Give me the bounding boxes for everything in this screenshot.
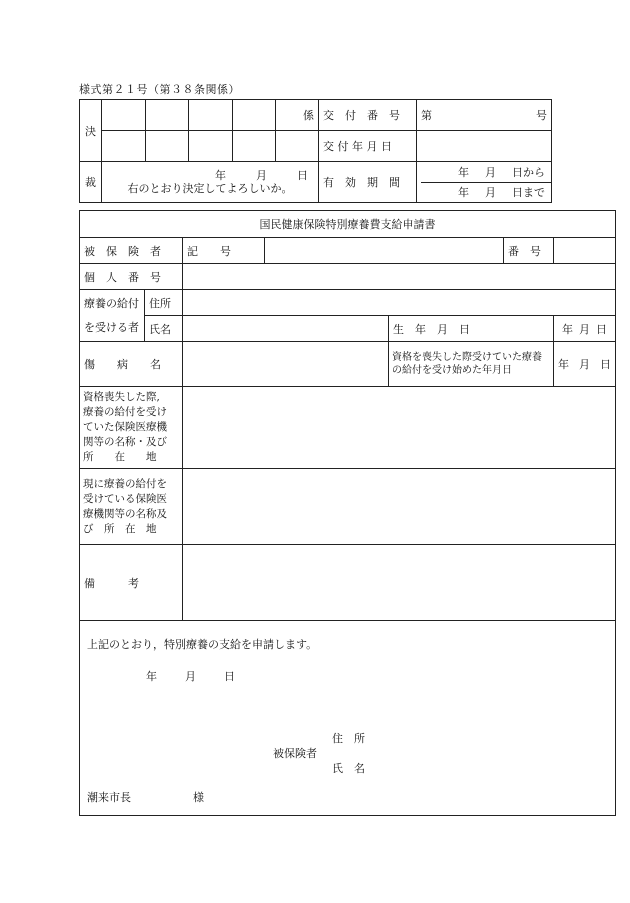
personal-number-field[interactable]: [183, 264, 616, 290]
birth-year: 年: [562, 322, 573, 336]
declaration-text: 上記のとおり，特別療養の支給を申請します。: [87, 638, 318, 651]
from-suffix: 日から: [512, 165, 545, 179]
to-month: 月: [485, 185, 496, 199]
recipient-name-field[interactable]: [183, 316, 389, 342]
kakari-label: 係: [276, 100, 319, 131]
recipient-label: 療養の給付 を受ける者: [80, 290, 145, 342]
stamp-cell-5[interactable]: [276, 131, 319, 162]
go-label: 号: [536, 109, 547, 122]
stamp-cell-3[interactable]: [189, 131, 233, 162]
issue-date-label: 交 付 年 月 日: [319, 131, 417, 162]
application-table: [79, 210, 616, 816]
start-date-field[interactable]: [554, 342, 616, 387]
confirm-month: 月: [256, 169, 267, 182]
remarks-field[interactable]: [183, 545, 616, 621]
disease-label: 傷 病 名: [80, 342, 183, 387]
issue-number-label: 交 付 番 号: [319, 100, 417, 131]
personal-number-label: 個 人 番 号: [80, 264, 183, 290]
start-month: 月: [579, 358, 590, 371]
from-month: 月: [485, 165, 496, 179]
recipient-address-field[interactable]: [183, 290, 616, 316]
approval-confirm[interactable]: [102, 162, 319, 203]
confirm-day: 日: [297, 169, 308, 182]
name-label: 氏名: [145, 316, 183, 342]
confirm-year: 年: [215, 169, 226, 182]
approval-label-top: 決: [80, 100, 102, 162]
previous-institution-label: 資格喪失した際, 療養の給付を受け ていた保険医療機 関等の名称・及び 所 在 地: [80, 387, 183, 469]
birth-date-field[interactable]: [554, 316, 616, 342]
decl-month: 月: [185, 670, 196, 683]
addressee: 潮来市長: [87, 791, 131, 804]
form-number: 様式第２１号（第３８条関係）: [79, 83, 240, 96]
applicant-insured-label: 被保険者: [273, 747, 317, 760]
stamp-cell-2[interactable]: [146, 131, 189, 162]
declaration-date[interactable]: [146, 668, 263, 684]
stamp-box-4[interactable]: [233, 100, 276, 131]
address-label: 住所: [145, 290, 183, 316]
valid-period-label: 有 効 期 間: [319, 162, 417, 203]
start-year: 年: [558, 358, 569, 371]
stamp-cell-4[interactable]: [233, 131, 276, 162]
current-institution-label: 現に療養の給付を 受けている保険医 療機関等の名称及 び 所 在 地: [80, 469, 183, 545]
symbol-field[interactable]: [265, 238, 504, 264]
applicant-name-label: 氏 名: [332, 762, 365, 775]
form-title: 国民健康保険特別療養費支給申請書: [80, 211, 616, 238]
decl-day: 日: [224, 670, 235, 683]
insured-label: 被 保 険 者: [80, 238, 183, 264]
valid-period-field[interactable]: [417, 162, 552, 203]
number-label: 番 号: [504, 238, 554, 264]
birth-label: 生 年 月 日: [389, 316, 554, 342]
confirm-text: 右のとおり決定してよろしいか。: [127, 182, 293, 195]
start-date-note: 資格を喪失した際受けていた療養の給付を受け始めた年月日: [389, 342, 554, 387]
birth-day: 日: [596, 322, 607, 336]
disease-field[interactable]: [183, 342, 389, 387]
issue-number-field[interactable]: [417, 100, 552, 131]
approval-table: [79, 99, 552, 203]
remarks-label: 備 考: [80, 545, 183, 621]
decl-year: 年: [146, 670, 157, 683]
issue-date-field[interactable]: [417, 131, 552, 162]
declaration-section: [80, 621, 616, 816]
stamp-cell-1[interactable]: [102, 131, 146, 162]
stamp-box-1[interactable]: [102, 100, 146, 131]
honorific: 様: [193, 791, 204, 804]
to-suffix: 日まで: [512, 185, 545, 199]
number-field[interactable]: [554, 238, 616, 264]
from-year: 年: [458, 165, 469, 179]
applicant-address-label: 住 所: [332, 732, 365, 745]
current-institution-field[interactable]: [183, 469, 616, 545]
previous-institution-field[interactable]: [183, 387, 616, 469]
symbol-label: 記 号: [183, 238, 265, 264]
period-divider: [421, 182, 551, 183]
stamp-box-2[interactable]: [146, 100, 189, 131]
dai-label: 第: [421, 109, 432, 122]
stamp-box-3[interactable]: [189, 100, 233, 131]
approval-label-bottom: 裁: [80, 162, 102, 203]
start-day: 日: [600, 358, 611, 371]
to-year: 年: [458, 185, 469, 199]
birth-month: 月: [579, 322, 590, 336]
